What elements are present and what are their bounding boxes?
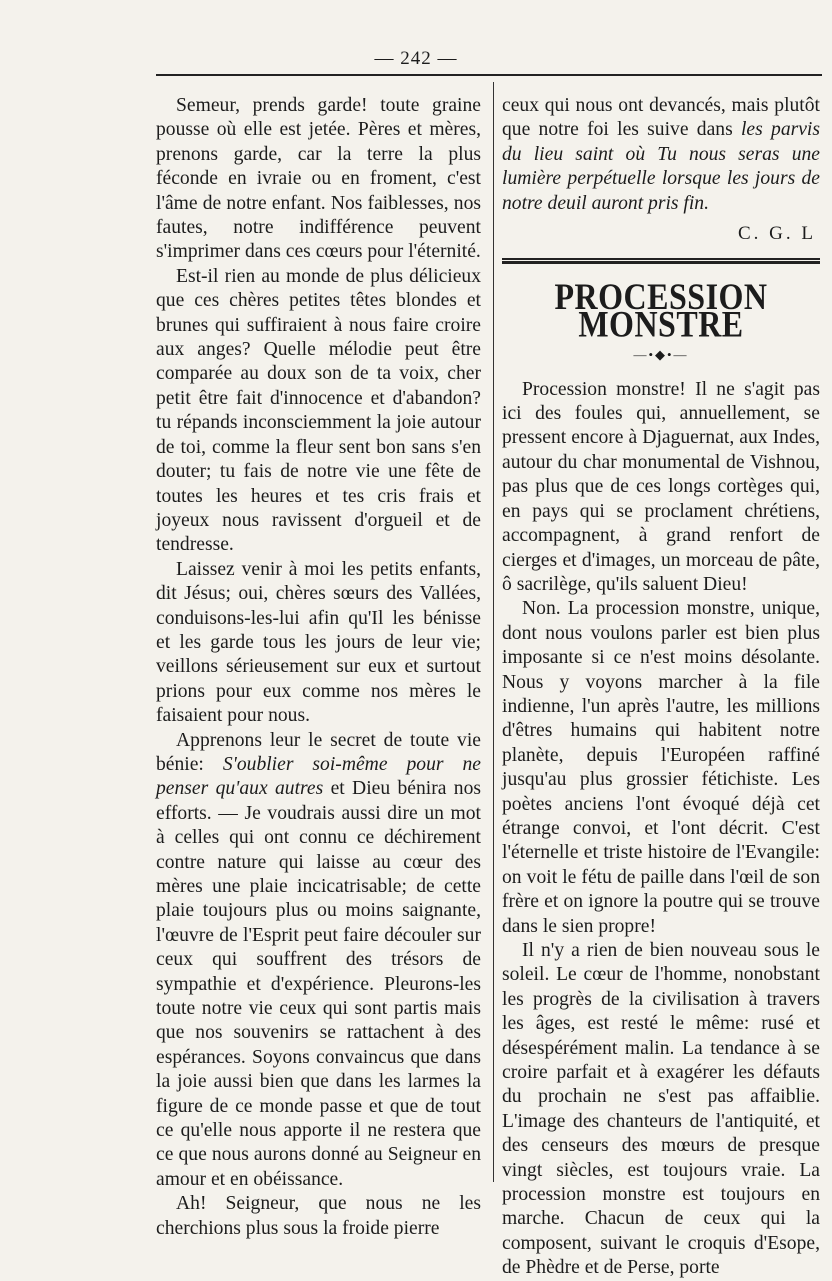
italic-quote: les parvis du lieu saint où Tu nous seras une lumière perpétuelle lorsque les jours de notre deuil auront pris fin. <box>502 119 821 214</box>
paragraph-text: ceux qui nous ont devancés, mais plutôt que notre foi les suive dans <box>502 95 820 141</box>
right-column <box>502 94 820 1281</box>
column-divider <box>493 82 494 1182</box>
author-signature: C. G. L <box>738 223 816 245</box>
paragraph-text: et Dieu bénira nos efforts. — Je voudrais aussi dire un mot à celles qui ont connu ce déchirement contre nature qui laisse au cœur des mères une plaie incicatrisable; de cette plaie toujours plus ou moins saignante, l'œuvre de l'Esprit peut faire découler sur ceux qui souffrent des trésors de sympathie et d'expérience. Pleurons-les toute notre vie ceux qui sont partis mais que nos souvenirs se rattachent à des espérances. Soyons convaincus que dans la joie aussi bien que dans les larmes la figure de ce monde passe et que de tout ce qu'elle nous apporte il ne restera que ce que nous aurons donné au Seigneur en amour et en obéissance. <box>156 778 481 1190</box>
italic-maxim: S'oublier soi-même pour ne penser qu'aux autres <box>156 753 481 800</box>
paragraph: Non. La procession monstre, unique, dont nous voulons parler est bien plus imposante si ce n'est moins désolante. Nous y voyons marcher à la file indienne, l'un après l'autre, les millions d'êtres humains qui habitent notre planète, depuis l'Européen raffiné jusqu'au plus grossier fétichiste. Les poètes anciens l'ont évoqué déjà cet étrange convoi, et l'ont décrit. C'est l'éternelle et triste histoire de l'Evangile: on voit le fétu de paille dans l'œil de son frère et on ignore la poutre qui se trouve dans le sien propre! <box>502 598 820 937</box>
page-number: — 242 — <box>374 48 458 69</box>
ornament: —•◆•— <box>633 347 689 363</box>
paragraph: Semeur, prends garde! toute graine pousse où elle est jetée. Pères et mères, prenons garde, car la terre la plus féconde en ivraie ou en froment, c'est l'âme de notre enfant. Nos faiblesses, nos fautes, notre indifférence peuvent s'imprimer dans ces cœurs pour l'éternité. <box>156 95 481 263</box>
section-rule <box>502 258 820 264</box>
left-column <box>156 94 481 1241</box>
paragraph-text: Apprenons leur le secret de toute vie bénie: <box>156 729 481 775</box>
paragraph: Laissez venir à moi les petits enfants, dit Jésus; oui, chères sœurs des Vallées, conduisons-les-lui afin qu'Il les bénisse et les garde tous les jours de leur vie; veillons sérieusement sur eux et surtout prions pour eux comme nos mères le faisaient pour nous. <box>156 558 481 727</box>
paragraph <box>156 729 481 1193</box>
paragraph: Ah! Seigneur, que nous ne les cherchions plus sous la froide pierre <box>156 1193 481 1239</box>
article-title: PROCESSION MONSTRE <box>554 275 768 346</box>
paragraph <box>502 94 820 216</box>
paragraph: Il n'y a rien de bien nouveau sous le soleil. Le cœur de l'homme, nonobstant les progrès de la civilisation à travers les âges, est resté le même: rusé et désespérément malin. La tendance à se croire parfait et à exagérer les défauts du prochain ne s'est pas affaiblie. L'image des chanteurs de l'antiquité, et des censeurs des mœurs de presque vingt siècles, est toujours vraie. La procession monstre est toujours en marche. Chacun de ceux qui la composent, suivant le croquis d'Esope, de Phèdre et de Perse, porte <box>502 940 820 1279</box>
paragraph: Est-il rien au monde de plus délicieux que ces chères petites têtes blondes et brunes qui suffiraient à nous faire croire aux anges? Quelle mélodie peut être comparée au doux son de ta voix, cher petit être fait d'innocence et d'abandon? tu répands inconsciemment la joie autour de toi, comme la fleur sent bon sans s'en douter; tu fais de notre vie une fête de toutes les heures et tes cris frais et joyeux nous ravissent d'orgueil et de tendresse. <box>156 265 481 556</box>
paragraph: Procession monstre! Il ne s'agit pas ici des foules qui, annuellement, se pressent encore à Djaguernat, aux Indes, autour du char monumental de Vishnou, pas plus que de ces longs cortèges qui, en pays qui se proclament chrétiens, accompagnent, à grand renfort de cierges et d'images, un morceau de pâte, ô sacrilège, qu'ils saluent Dieu! <box>502 378 820 595</box>
header-rule <box>156 74 822 76</box>
